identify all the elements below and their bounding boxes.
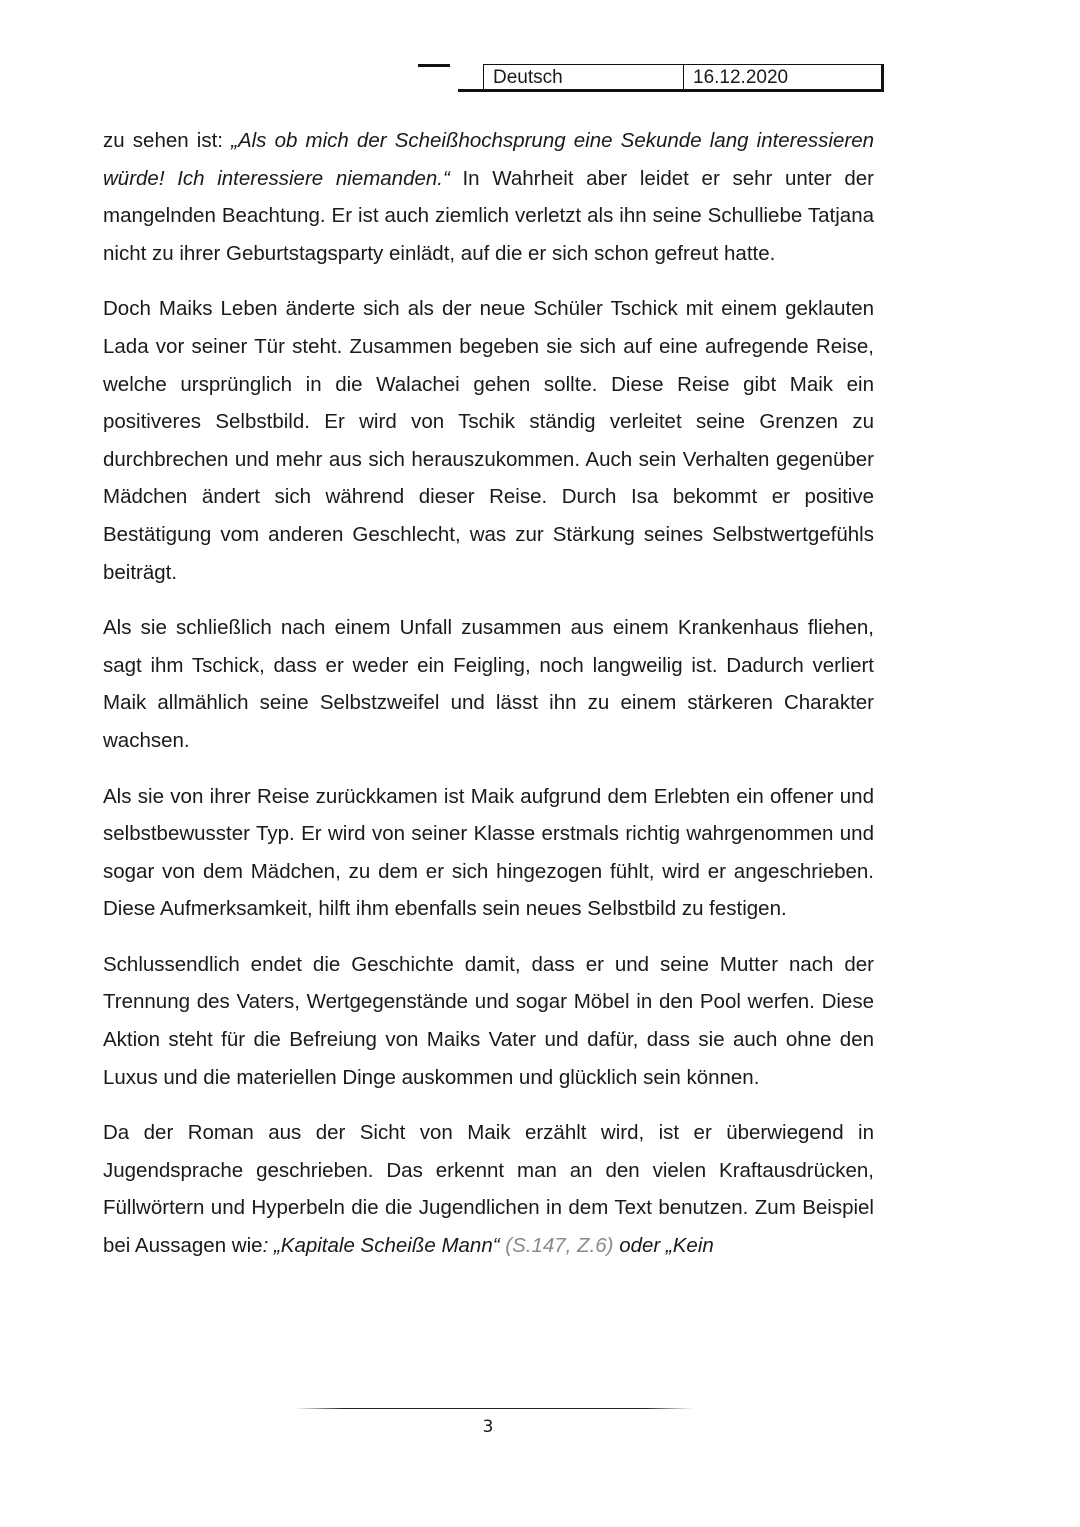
paragraph — [103, 122, 874, 272]
body-text: Doch Maiks Leben änderte sich als der neue Schüler Tschick mit einem geklauten Lada vor seiner Tür steht. Zusammen begeben sie sich auf eine aufregende Reise, welche ursprünglich in die Walachei gehen sollte. Diese Reise gibt Maik ein positiveres Selbstbild. Er wird von Tschik ständig verleitet seine Grenzen zu durchbrechen und mehr aus sich herauszukommen. Auch sein Verhalten gegenüber Mädchen ändert sich während dieser Reise. Durch Isa bekommt er positive Bestätigung vom anderen Geschlecht, was zur Stärkung seines Selbstwertgefühls beiträgt. — [103, 297, 874, 584]
paragraph — [103, 609, 874, 759]
paragraph — [103, 1114, 874, 1264]
body-text: zu sehen ist: — [103, 129, 232, 152]
body-text: Als sie schließlich nach einem Unfall zusammen aus einem Krankenhaus fliehen, sagt ihm Tschick, dass er weder ein Feigling, noch langweilig ist. Dadurch verliert Maik allmählich seine Selbstzweifel und lässt ihn zu einem stärkeren Charakter wachsen. — [103, 616, 874, 752]
header-table — [458, 64, 884, 92]
page-number: 3 — [482, 1417, 494, 1437]
quote-text: : „Kapitale Scheiße Mann“ — [262, 1234, 506, 1258]
body-text: Schlussendlich endet die Geschichte damit, dass er und seine Mutter nach der Trennung des Vaters, Wertgegenstände und sogar Möbel in den Pool werfen. Diese Aktion steht für die Befreiung von Maiks Vater und dafür, dass sie auch ohne den Luxus und die materiellen Dinge auskommen und glücklich sein können. — [103, 952, 874, 1089]
citation: (S.147, Z.6) — [505, 1234, 614, 1258]
footer-rule — [295, 1408, 693, 1409]
quote-text: oder „Kein — [613, 1234, 714, 1258]
header-rule — [458, 89, 884, 92]
body-text: Als sie von ihrer Reise zurückkamen ist Maik aufgrund dem Erlebten ein offener und selbstbewusster Typ. Er wird von seiner Klasse erstmals richtig wahrgenommen und sogar von dem Mädchen, zu dem er sich hingezogen fühlt, wird er angeschrieben. Diese Aufmerksamkeit, hilft ihm ebenfalls sein neues Selbstbild zu festigen. — [103, 784, 874, 921]
body-text: Da der Roman aus der Sicht von Maik erzählt wird, ist er überwiegend in Jugendsprache geschrieben. Das erkennt man an den vielen Kraftausdrücken, Füllwörtern und Hyperbeln die die Jugendlichen in dem Text benutzen. Zum Beispiel bei Aussagen wie — [103, 1121, 874, 1258]
body-text: In Wahrheit aber leidet er sehr unter der mangelnden Beachtung. Er ist auch ziemlich verletzt als ihn seine Schulliebe Tatjana nicht zu ihrer Geburtstagsparty einlädt, auf die er sich schon gefreut hatte. — [103, 166, 875, 265]
paragraph — [103, 778, 874, 928]
header-date: 16.12.2020 — [683, 64, 884, 89]
document-body — [103, 122, 874, 1283]
quote-text: „Als ob mich der Scheißhochsprung eine Sekunde lang interessieren würde! Ich interessiere niemanden.“ — [103, 129, 874, 190]
paragraph — [103, 290, 874, 591]
header-subject: Deutsch — [483, 64, 683, 89]
paragraph — [103, 946, 874, 1096]
header-decoration — [418, 64, 450, 67]
